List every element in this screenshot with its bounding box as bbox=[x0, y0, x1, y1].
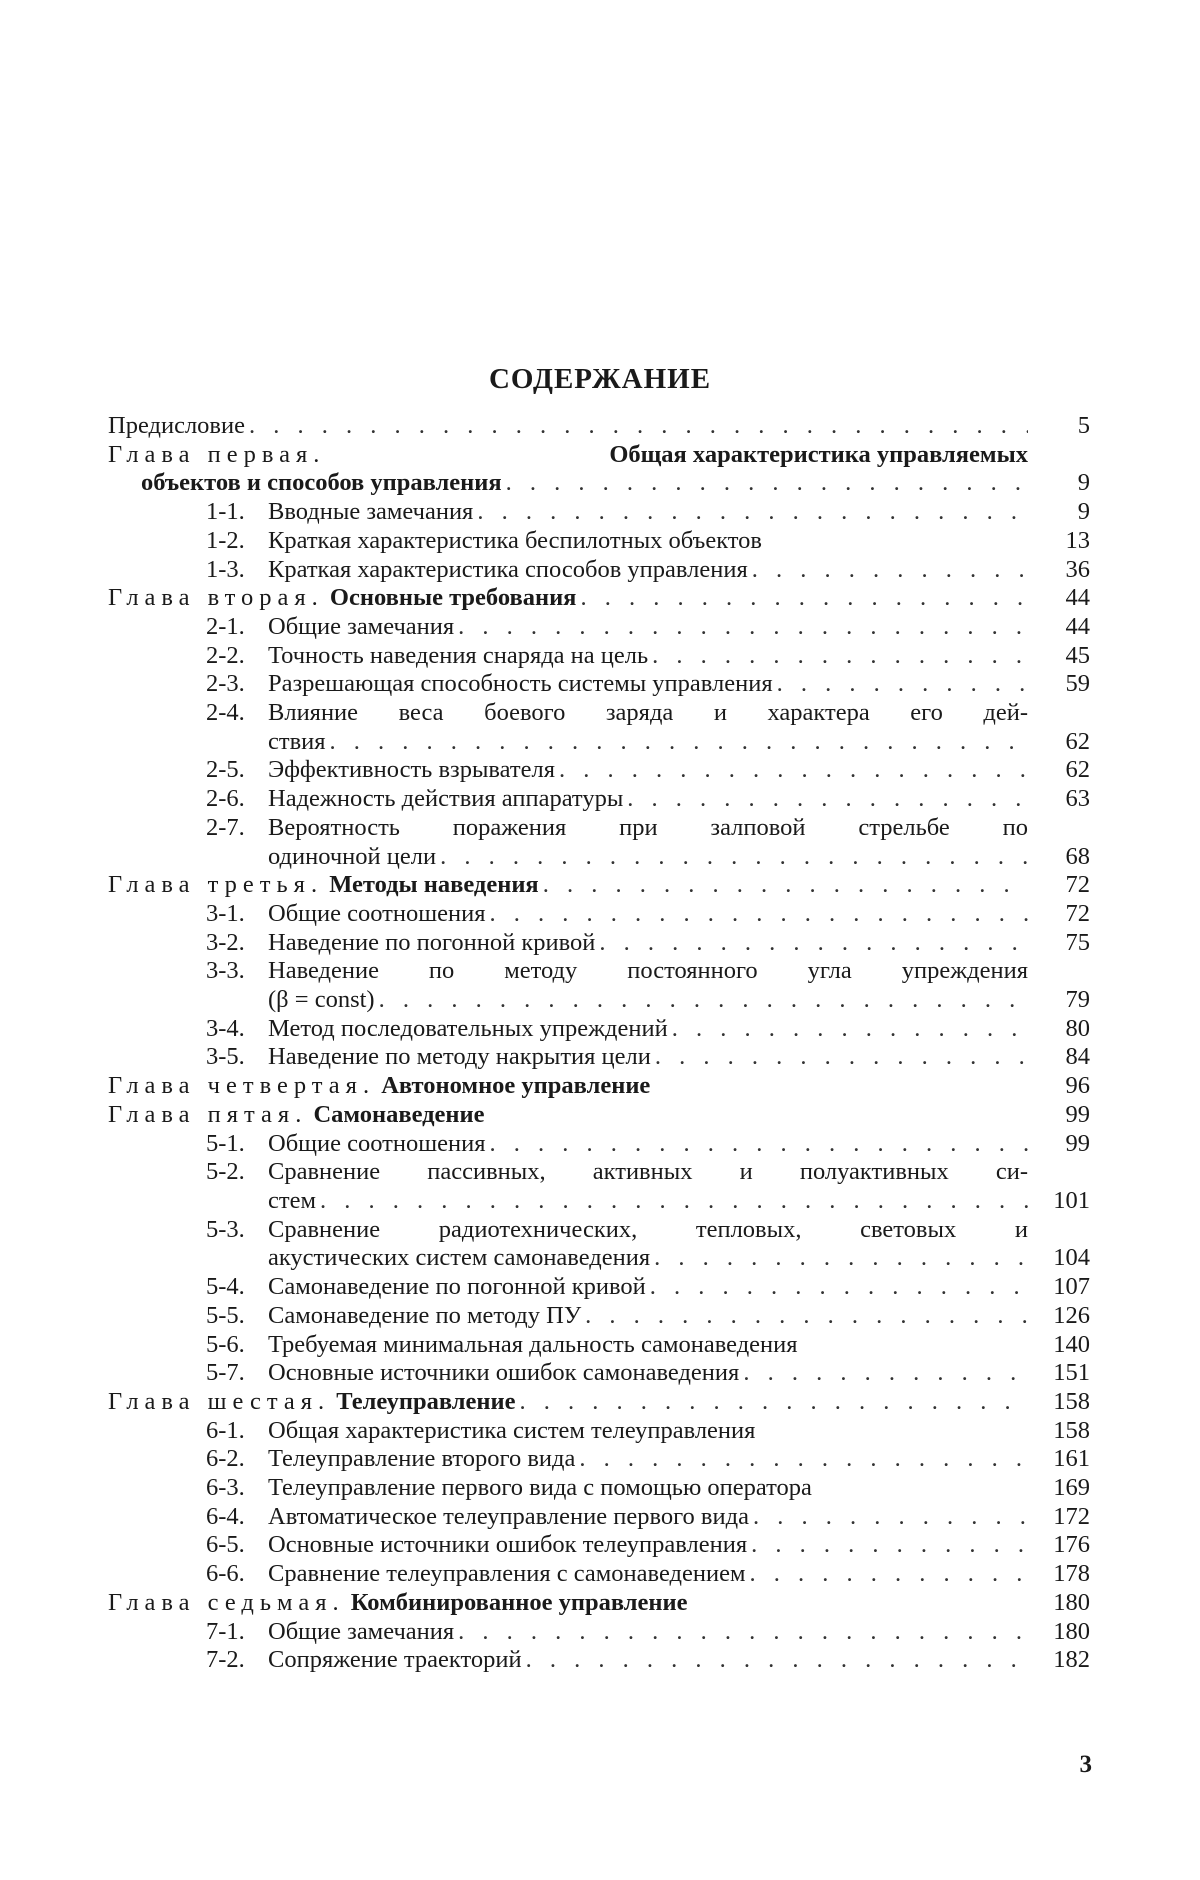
toc-section-entry[interactable] bbox=[108, 785, 1090, 814]
dot-leader bbox=[650, 1273, 1028, 1302]
toc-section-entry[interactable] bbox=[108, 1445, 1090, 1474]
toc-page-number: 172 bbox=[1053, 1502, 1090, 1530]
toc-chapter-entry[interactable] bbox=[108, 1072, 1090, 1101]
toc-page-number: 9 bbox=[1077, 498, 1090, 526]
toc-section-entry[interactable] bbox=[108, 498, 1090, 527]
section-title: Наведение по погонной кривой bbox=[268, 928, 596, 956]
toc-page-number: 84 bbox=[1065, 1043, 1090, 1071]
section-number: 6-4. bbox=[206, 1502, 245, 1530]
section-title: Вводные замечания bbox=[268, 498, 474, 526]
chapter-label: Глава шестая. bbox=[108, 1387, 331, 1415]
dot-leader bbox=[506, 469, 1028, 498]
section-title: Телеуправление второго вида bbox=[268, 1445, 576, 1473]
dot-leader bbox=[458, 613, 1028, 642]
toc-section-entry[interactable] bbox=[108, 699, 1090, 756]
preface-title: Предисловие bbox=[108, 412, 245, 439]
section-title: Общие замечания bbox=[268, 612, 455, 640]
dot-leader bbox=[752, 556, 1028, 585]
toc-page-number: 151 bbox=[1053, 1359, 1090, 1387]
dot-leader bbox=[379, 986, 1028, 1015]
section-number: 2-2. bbox=[206, 641, 245, 669]
chapter-title: Телеуправление bbox=[336, 1387, 516, 1415]
toc-page-number: 161 bbox=[1053, 1445, 1090, 1473]
dot-leader bbox=[777, 670, 1028, 699]
section-number: 3-4. bbox=[206, 1014, 245, 1042]
section-title: Требуемая минимальная дальность самонаведения bbox=[268, 1330, 798, 1358]
section-number: 2-1. bbox=[206, 612, 245, 640]
toc-section-entry[interactable] bbox=[108, 1130, 1090, 1159]
chapter-label: Глава четвертая. bbox=[108, 1072, 376, 1100]
toc-section-entry[interactable] bbox=[108, 556, 1090, 585]
section-number: 3-1. bbox=[206, 899, 245, 927]
section-title: Общие замечания bbox=[268, 1617, 455, 1645]
section-number: 7-1. bbox=[206, 1617, 245, 1645]
section-number: 7-2. bbox=[206, 1646, 245, 1674]
section-title: Самонаведение по погонной кривой bbox=[268, 1273, 646, 1301]
toc-chapter-entry[interactable] bbox=[108, 1589, 1090, 1618]
section-title: Разрешающая способность системы управления bbox=[268, 670, 773, 698]
toc-chapter-entry[interactable] bbox=[108, 584, 1090, 613]
section-title: Метод последовательных упреждений bbox=[268, 1014, 668, 1042]
toc-chapter-entry[interactable] bbox=[108, 1388, 1090, 1417]
section-number: 2-5. bbox=[206, 756, 245, 784]
toc-chapter-entry[interactable] bbox=[108, 1101, 1090, 1130]
section-number: 5-6. bbox=[206, 1330, 245, 1358]
section-title-cont: (β = const) bbox=[268, 986, 375, 1014]
toc-page-number: 79 bbox=[1065, 986, 1090, 1014]
section-number: 2-3. bbox=[206, 670, 245, 698]
dot-leader bbox=[751, 1531, 1028, 1560]
section-number: 6-6. bbox=[206, 1560, 245, 1588]
section-number: 6-5. bbox=[206, 1531, 245, 1559]
dot-leader bbox=[753, 1503, 1028, 1532]
dot-leader bbox=[655, 1043, 1028, 1072]
toc-section-entry[interactable] bbox=[108, 1503, 1090, 1532]
section-title: Надежность действия аппаратуры bbox=[268, 785, 624, 813]
section-number: 1-1. bbox=[206, 498, 245, 526]
page-number: 3 bbox=[1079, 1751, 1092, 1778]
toc-page-number: 72 bbox=[1065, 899, 1090, 927]
toc-section-entry[interactable] bbox=[108, 1331, 1090, 1360]
dot-leader bbox=[526, 1646, 1028, 1675]
dot-leader bbox=[599, 929, 1028, 958]
section-number: 2-6. bbox=[206, 785, 245, 813]
toc-page-number: 59 bbox=[1065, 670, 1090, 698]
chapter-title: Самонаведение bbox=[313, 1100, 485, 1128]
dot-leader bbox=[580, 584, 1028, 613]
section-number: 1-3. bbox=[206, 555, 245, 583]
section-number: 3-3. bbox=[206, 957, 245, 985]
chapter-title-cont: объектов и способов управления bbox=[141, 469, 502, 497]
chapter-title: Комбинированное управление bbox=[350, 1588, 688, 1616]
toc-page-number: 62 bbox=[1065, 727, 1090, 755]
section-title: Сравнение пассивных, активных и полуактивных си- bbox=[268, 1158, 1028, 1186]
toc-section-entry[interactable] bbox=[108, 642, 1090, 671]
dot-leader bbox=[627, 785, 1028, 814]
section-number: 5-4. bbox=[206, 1273, 245, 1301]
section-number: 5-3. bbox=[206, 1215, 245, 1243]
section-title: Самонаведение по методу ПУ bbox=[268, 1301, 582, 1329]
section-number: 6-1. bbox=[206, 1416, 245, 1444]
toc-section-entry[interactable] bbox=[108, 900, 1090, 929]
toc-section-entry[interactable] bbox=[108, 1158, 1090, 1215]
toc-section-entry[interactable] bbox=[108, 613, 1090, 642]
section-number: 5-5. bbox=[206, 1301, 245, 1329]
toc-page-number: 182 bbox=[1053, 1646, 1090, 1674]
toc-preface-entry[interactable] bbox=[108, 412, 1090, 441]
toc-section-entry[interactable] bbox=[108, 1015, 1090, 1044]
toc-page-number: 5 bbox=[1077, 412, 1090, 439]
section-title: Основные источники ошибок самонаведения bbox=[268, 1359, 740, 1387]
dot-leader bbox=[749, 1560, 1028, 1589]
dot-leader bbox=[559, 756, 1028, 785]
chapter-label: Глава пятая. bbox=[108, 1100, 308, 1128]
toc-section-entry[interactable] bbox=[108, 1043, 1090, 1072]
toc-section-entry[interactable] bbox=[108, 1417, 1090, 1446]
toc-chapter-entry[interactable] bbox=[108, 871, 1090, 900]
toc-page-number: 107 bbox=[1053, 1273, 1090, 1301]
dot-leader bbox=[490, 900, 1029, 929]
dot-leader bbox=[477, 498, 1028, 527]
toc-section-entry[interactable] bbox=[108, 1359, 1090, 1388]
section-number: 5-7. bbox=[206, 1359, 245, 1387]
toc-page-number: 99 bbox=[1065, 1100, 1090, 1128]
toc-section-entry[interactable] bbox=[108, 957, 1090, 1014]
section-title: Влияние веса боевого заряда и характера его дей- bbox=[268, 699, 1028, 727]
section-number: 1-2. bbox=[206, 526, 245, 554]
dot-leader bbox=[458, 1618, 1028, 1647]
section-number: 6-3. bbox=[206, 1474, 245, 1502]
section-title: Сравнение телеуправления с самонаведением bbox=[268, 1560, 746, 1588]
section-title: Эффективность взрывателя bbox=[268, 756, 555, 784]
toc-page-number: 44 bbox=[1065, 612, 1090, 640]
dot-leader bbox=[743, 1359, 1028, 1388]
toc-section-entry[interactable] bbox=[108, 756, 1090, 785]
toc-section-entry[interactable] bbox=[108, 814, 1090, 871]
chapter-title: Методы наведения bbox=[329, 871, 539, 899]
toc-section-entry[interactable] bbox=[108, 670, 1090, 699]
toc-page-number: 45 bbox=[1065, 641, 1090, 669]
section-number: 3-5. bbox=[206, 1043, 245, 1071]
toc-page-number: 140 bbox=[1053, 1330, 1090, 1358]
toc-section-entry[interactable] bbox=[108, 1618, 1090, 1647]
dot-leader bbox=[652, 642, 1028, 671]
toc-page-number: 13 bbox=[1065, 526, 1090, 554]
toc-page-number: 101 bbox=[1053, 1186, 1090, 1214]
section-number: 2-7. bbox=[206, 813, 245, 841]
toc-page-number: 63 bbox=[1065, 785, 1090, 813]
dot-leader bbox=[249, 412, 1028, 441]
dot-leader bbox=[543, 871, 1028, 900]
section-title-cont: одиночной цели bbox=[268, 842, 437, 870]
toc-page-number: 158 bbox=[1053, 1387, 1090, 1415]
toc-page-number: 178 bbox=[1053, 1560, 1090, 1588]
dot-leader bbox=[440, 843, 1028, 872]
toc-section-entry[interactable] bbox=[108, 1560, 1090, 1589]
section-title: Общие соотношения bbox=[268, 1129, 486, 1157]
toc-section-entry[interactable] bbox=[108, 1216, 1090, 1273]
toc-page-number: 44 bbox=[1065, 584, 1090, 612]
section-title: Краткая характеристика способов управления bbox=[268, 555, 748, 583]
dot-leader bbox=[490, 1130, 1029, 1159]
section-number: 5-1. bbox=[206, 1129, 245, 1157]
section-number: 3-2. bbox=[206, 928, 245, 956]
toc-section-entry[interactable] bbox=[108, 1302, 1090, 1331]
toc-section-entry[interactable] bbox=[108, 1531, 1090, 1560]
section-title: Телеуправление первого вида с помощью оператора bbox=[268, 1474, 812, 1502]
dot-leader bbox=[654, 1244, 1028, 1273]
chapter-title: Автономное управление bbox=[381, 1072, 651, 1100]
section-number: 2-4. bbox=[206, 699, 245, 727]
dot-leader bbox=[519, 1388, 1028, 1417]
section-title: Краткая характеристика беспилотных объектов bbox=[268, 526, 762, 554]
section-title-cont: ствия bbox=[268, 727, 326, 755]
toc-page-number: 169 bbox=[1053, 1474, 1090, 1502]
section-title: Наведение по методу постоянного угла упреждения bbox=[268, 957, 1028, 985]
toc-page-number: 80 bbox=[1065, 1014, 1090, 1042]
toc-page-number: 96 bbox=[1065, 1072, 1090, 1100]
section-number: 6-2. bbox=[206, 1445, 245, 1473]
section-title: Общие соотношения bbox=[268, 899, 486, 927]
toc-page-number: 9 bbox=[1077, 469, 1090, 497]
section-title: Сравнение радиотехнических, тепловых, световых и bbox=[268, 1215, 1028, 1243]
section-title: Сопряжение траекторий bbox=[268, 1646, 522, 1674]
dot-leader bbox=[320, 1187, 1028, 1216]
section-title-cont: стем bbox=[268, 1186, 316, 1214]
toc-page-number: 62 bbox=[1065, 756, 1090, 784]
toc-section-entry[interactable] bbox=[108, 929, 1090, 958]
section-title: Автоматическое телеуправление первого вида bbox=[268, 1502, 749, 1530]
toc-section-entry[interactable] bbox=[108, 527, 1090, 556]
chapter-title: Общая характеристика управляемых bbox=[609, 440, 1028, 468]
chapter-title: Основные требования bbox=[329, 584, 577, 612]
toc-page-number: 36 bbox=[1065, 555, 1090, 583]
chapter-label: Глава третья. bbox=[108, 871, 324, 899]
section-title: Общая характеристика систем телеуправления bbox=[268, 1416, 756, 1444]
toc-page-number: 176 bbox=[1053, 1531, 1090, 1559]
toc-section-entry[interactable] bbox=[108, 1474, 1090, 1503]
toc-page-number: 99 bbox=[1065, 1129, 1090, 1157]
table-of-contents bbox=[108, 412, 1090, 1675]
section-number: 5-2. bbox=[206, 1158, 245, 1186]
contents-heading: СОДЕРЖАНИЕ bbox=[488, 363, 712, 395]
dot-leader bbox=[672, 1015, 1028, 1044]
toc-section-entry[interactable] bbox=[108, 1646, 1090, 1675]
chapter-label: Глава седьмая. bbox=[108, 1588, 345, 1616]
toc-page-number: 180 bbox=[1053, 1617, 1090, 1645]
section-title-cont: акустических систем самонаведения bbox=[268, 1244, 651, 1272]
toc-page-number: 180 bbox=[1053, 1588, 1090, 1616]
chapter-label: Глава первая. bbox=[108, 440, 326, 468]
chapter-label: Глава вторая. bbox=[108, 584, 324, 612]
section-title: Вероятность поражения при залповой стрельбе по bbox=[268, 813, 1028, 841]
toc-chapter-entry[interactable] bbox=[108, 441, 1090, 498]
section-title: Точность наведения снаряда на цель bbox=[268, 641, 649, 669]
dot-leader bbox=[579, 1445, 1028, 1474]
toc-page-number: 158 bbox=[1053, 1416, 1090, 1444]
toc-page-number: 126 bbox=[1053, 1301, 1090, 1329]
section-title: Основные источники ошибок телеуправления bbox=[268, 1531, 748, 1559]
toc-page-number: 72 bbox=[1065, 871, 1090, 899]
dot-leader bbox=[585, 1302, 1028, 1331]
toc-section-entry[interactable] bbox=[108, 1273, 1090, 1302]
toc-page-number: 75 bbox=[1065, 928, 1090, 956]
dot-leader bbox=[330, 728, 1028, 757]
toc-page-number: 68 bbox=[1065, 842, 1090, 870]
section-title: Наведение по методу накрытия цели bbox=[268, 1043, 651, 1071]
toc-page-number: 104 bbox=[1053, 1244, 1090, 1272]
